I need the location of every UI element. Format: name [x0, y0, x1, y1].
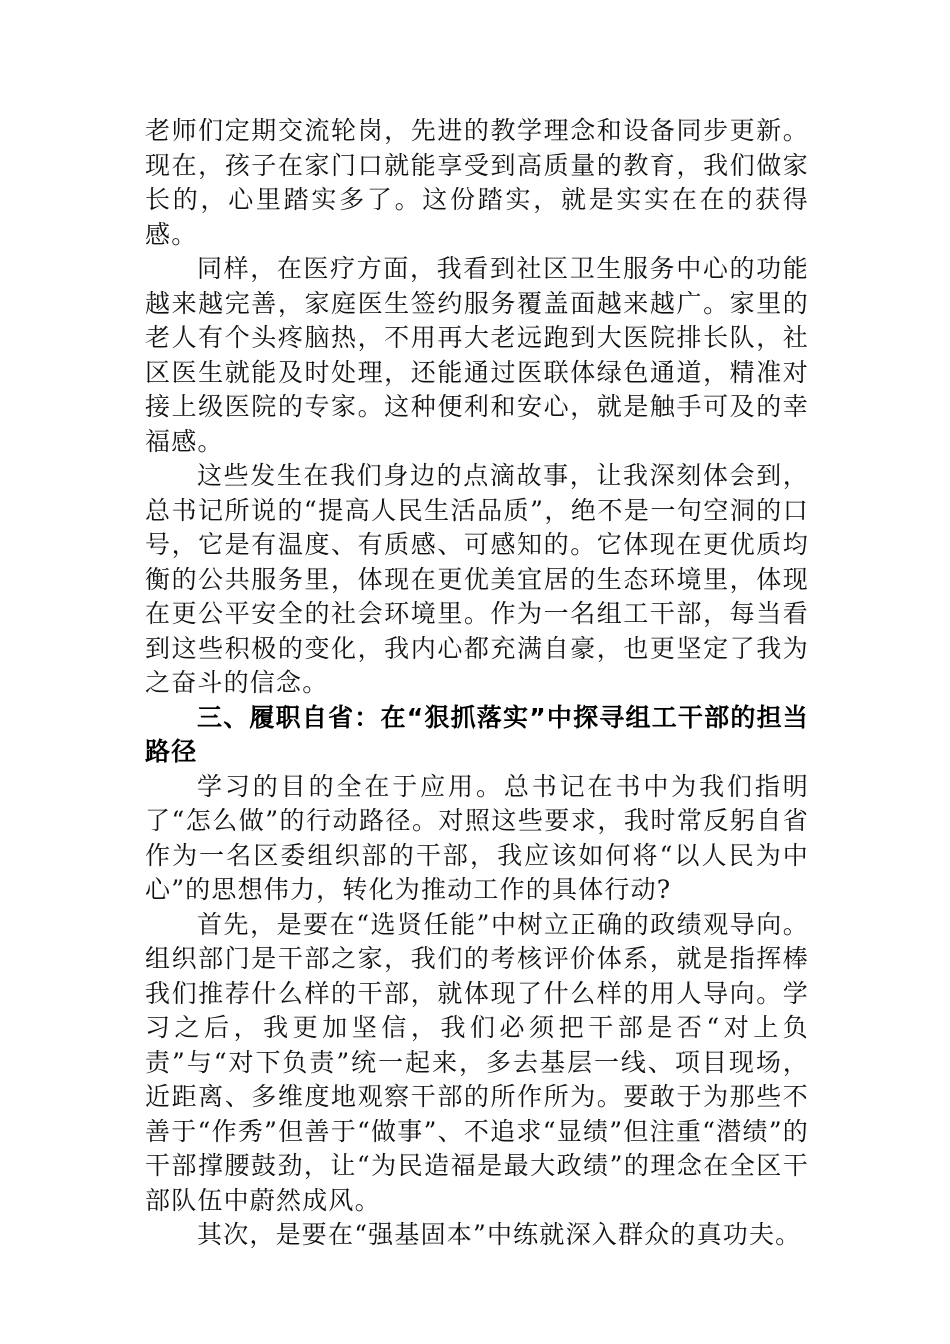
paragraph-healthcare: 同样，在医疗方面，我看到社区卫生服务中心的功能越来越完善，家庭医生签约服务覆盖面越来越广。家里的老人有个头疼脑热，不用再大老远跑到大医院排长队，社区医生就能及时处理，还能通过医联体绿色通道，精准对接上级医院的专家。这种便利和安心，就是触手可及的幸福感。	[145, 254, 809, 456]
paragraph-education: 老师们定期交流轮岗，先进的教学理念和设备同步更新。现在，孩子在家门口就能享受到高质量的教育，我们做家长的，心里踏实多了。这份踏实，就是实实在在的获得感。	[145, 116, 809, 249]
section-heading-three: 三、履职自省：在“狠抓落实”中探寻组工干部的担当路径	[145, 702, 809, 766]
paragraph-life-quality: 这些发生在我们身边的点滴故事，让我深刻体会到，总书记所说的“提高人民生活品质”，绝不是一句空洞的口号，它是有温度、有质感、可感知的。它体现在更优质均衡的公共服务里，体现在更优美宜居的生态环境里，体现在更公平安全的社会环境里。作为一名组工干部，每当看到这些积极的变化，我内心都充满自豪，也更坚定了我为之奋斗的信念。	[145, 461, 809, 697]
paragraph-first-point: 首先，是要在“选贤任能”中树立正确的政绩观导向。组织部门是干部之家，我们的考核评价体系，就是指挥棒我们推荐什么样的干部，就体现了什么样的用人导向。学习之后，我更加坚信，我们必须把干部是否“对上负责”与“对下负责”统一起来，多去基层一线、项目现场，近距离、多维度地观察干部的所作所为。要敢于为那些不善于“作秀”但善于“做事”、不追求“显绩”但注重“潜绩”的干部撑腰鼓劲，让“为民造福是最大政绩”的理念在全区干部队伍中蔚然成风。	[145, 909, 809, 1215]
paragraph-learning-purpose: 学习的目的全在于应用。总书记在书中为我们指明了“怎么做”的行动路径。对照这些要求，我时常反躬自省作为一名区委组织部的干部，我应该如何将“以人民为中心”的思想伟力，转化为推动工作的具体行动?	[145, 771, 809, 904]
paragraph-second-point: 其次，是要在“强基固本”中练就深入群众的真功夫。	[197, 1220, 802, 1249]
document-page	[145, 114, 809, 1253]
